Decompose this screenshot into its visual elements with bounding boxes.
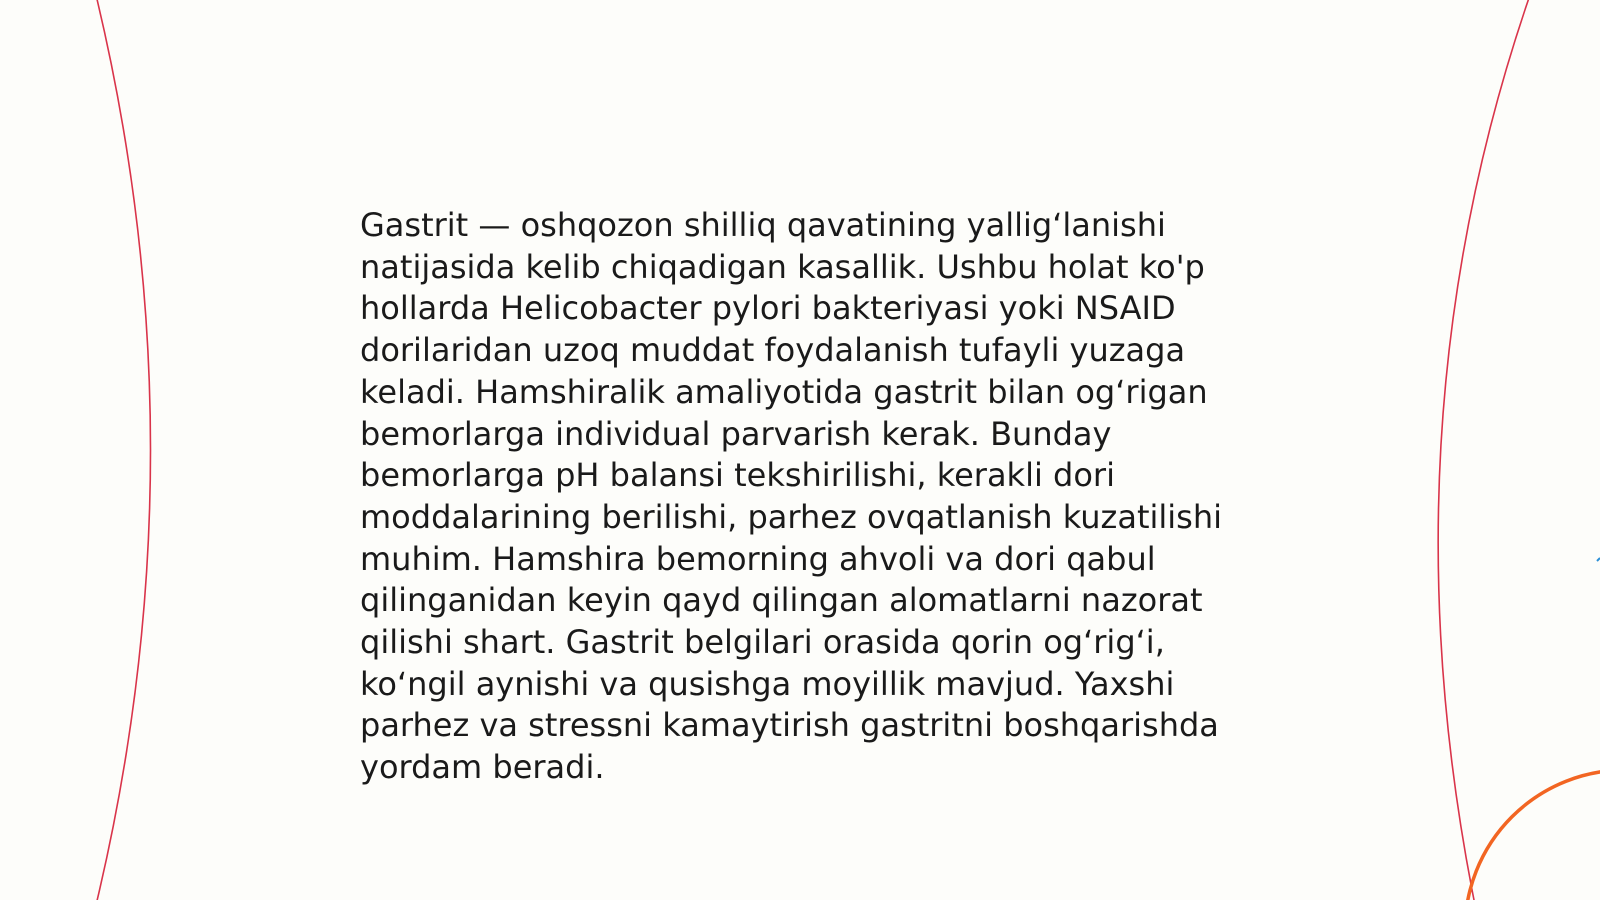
slide-body-text: Gastrit — oshqozon shilliq qavatining yallig‘lanishi natijasida kelib chiqadigan kasallik. Ushbu holat ko'p hollarda Helicobacter pylori bakteriyasi yoki NSAID dorilaridan uzoq muddat foydalanish tufayli yuzaga keladi. Hamshiralik amaliyotida gastrit bilan og‘rigan bemorlarga individual parvarish kerak. Bunday bemorlarga pH balansi tekshirilishi, kerakli dori moddalarining berilishi, parhez ovqatlanish kuzatilishi muhim. Hamshira bemorning ahvoli va dori qabul qilinganidan keyin qayd qilingan alomatlarni nazorat qilishi shart. Gastrit belgilari orasida qorin og‘rig‘i, ko‘ngil aynishi va qusishga moyillik mavjud. Yaxshi parhez va stressni kamaytirish gastritni boshqarishda yordam beradi. xyxy=(360,206,1223,787)
left-red-arc xyxy=(96,0,151,900)
orange-circle-arc xyxy=(1465,770,1600,900)
right-red-arc xyxy=(1438,0,1530,900)
